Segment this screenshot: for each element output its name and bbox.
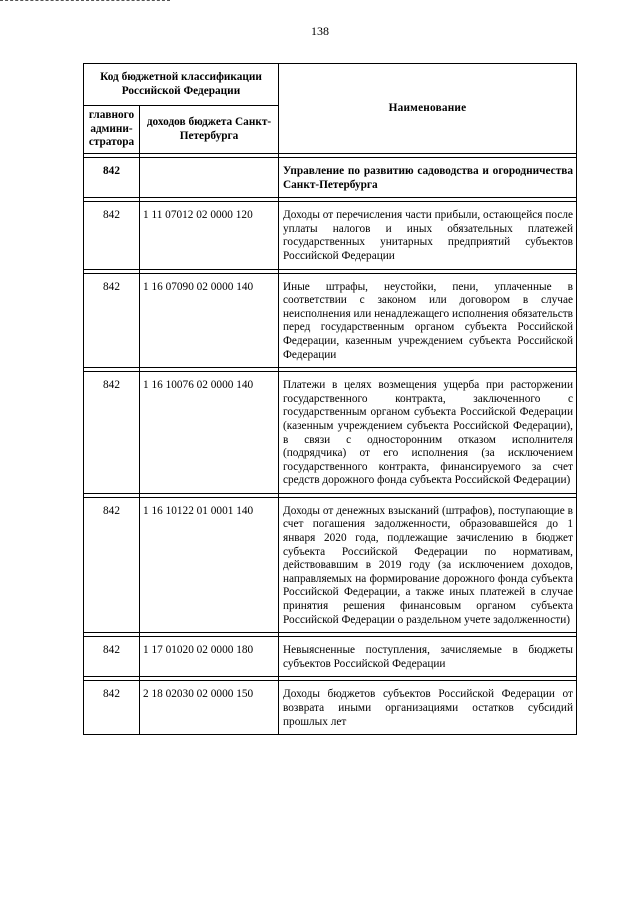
- header-row-group: [84, 64, 577, 106]
- revenue-code-cell: [140, 158, 279, 198]
- header-main-administrator: главного админи-стратора: [84, 106, 140, 154]
- admin-code-cell: 842: [84, 273, 140, 368]
- header-revenue-code: доходов бюджета Санкт-Петербурга: [140, 106, 279, 154]
- name-cell: Платежи в целях возмещения ущерба при расторжении государственного контракта, заключенного с государственным органом субъекта Российской Федерации (казенным учреждением субъекта Российской Федерации), в связи с односторонним отказом исполнителя (подрядчика) от его исполнения (за исключением государственного контракта, финансируемого за счет средств дорожного фонда субъекта Российской Федерации): [279, 372, 577, 494]
- header-classification-code: Код бюджетной классификации Российской Федерации: [84, 64, 279, 106]
- admin-code-cell: 842: [84, 637, 140, 677]
- admin-code-cell: 842: [84, 158, 140, 198]
- table-row: [84, 202, 577, 269]
- page-number: 138: [311, 24, 329, 38]
- name-cell: Управление по развитию садоводства и огородничества Санкт-Петербурга: [279, 158, 577, 198]
- table-row: [84, 681, 577, 735]
- revenue-code-cell: 1 16 10122 01 0001 140: [140, 497, 279, 632]
- admin-code-cell: 842: [84, 202, 140, 269]
- table-row: [84, 273, 577, 368]
- revenue-code-cell: 1 16 10076 02 0000 140: [140, 372, 279, 494]
- name-cell: Доходы от перечисления части прибыли, остающейся после уплаты налогов и иных обязательных платежей государственных унитарных предприятий субъектов Российской Федерации: [279, 202, 577, 269]
- scan-edge-line: [0, 0, 170, 1]
- admin-code-cell: 842: [84, 681, 140, 735]
- revenue-code-cell: 1 17 01020 02 0000 180: [140, 637, 279, 677]
- table-row: [84, 158, 577, 198]
- revenue-code-cell: 2 18 02030 02 0000 150: [140, 681, 279, 735]
- name-cell: Доходы бюджетов субъектов Российской Федерации от возврата иными организациями остатков субсидий прошлых лет: [279, 681, 577, 735]
- admin-code-cell: 842: [84, 372, 140, 494]
- name-cell: Невыясненные поступления, зачисляемые в бюджеты субъектов Российской Федерации: [279, 637, 577, 677]
- table-row: [84, 637, 577, 677]
- table-row: [84, 497, 577, 632]
- table-row: [84, 372, 577, 494]
- header-name: Наименование: [279, 64, 577, 154]
- revenue-code-cell: 1 11 07012 02 0000 120: [140, 202, 279, 269]
- admin-code-cell: 842: [84, 497, 140, 632]
- budget-classification-table: [83, 63, 577, 735]
- name-cell: Доходы от денежных взысканий (штрафов), поступающие в счет погашения задолженности, образовавшейся до 1 января 2020 года, подлежащие зачислению в бюджет субъекта Российской Федерации по нормативам, действовавшим в 2019 году (за исключением доходов, направляемых на формирование дорожного фонда субъекта Российской Федерации, а также иных платежей в случае принятия решения финансовым органом субъекта Российской Федерации о раздельном учете задолженности): [279, 497, 577, 632]
- name-cell: Иные штрафы, неустойки, пени, уплаченные в соответствии с законом или договором в случае неисполнения или ненадлежащего исполнения обязательств перед государственным органом субъекта Российской Федерации, казенным учреждением субъекта Российской Федерации: [279, 273, 577, 368]
- revenue-code-cell: 1 16 07090 02 0000 140: [140, 273, 279, 368]
